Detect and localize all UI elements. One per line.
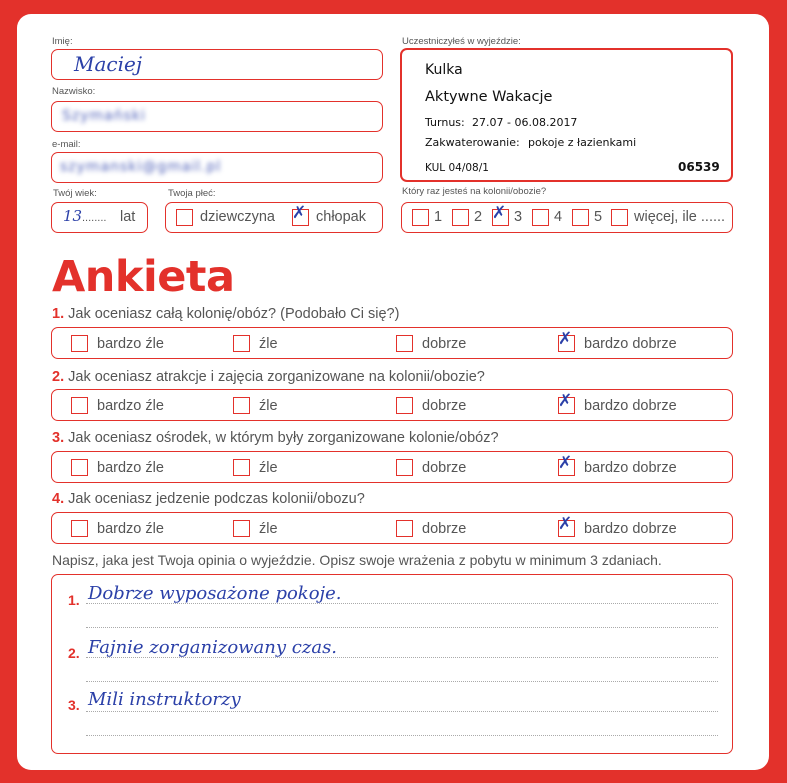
option-label: źle — [259, 336, 278, 352]
option-label: bardzo dobrze — [584, 398, 677, 414]
answer-3-text: Mili instruktorzy — [88, 689, 241, 710]
name-field[interactable] — [51, 49, 383, 80]
option-label: bardzo dobrze — [584, 521, 677, 537]
times-option-5-checkbox[interactable] — [572, 209, 589, 226]
writing-line — [86, 627, 718, 628]
q3-good-checkbox[interactable] — [396, 459, 413, 476]
question-number: 1. — [52, 306, 65, 322]
surname-value: Szymański — [62, 108, 146, 124]
question-2-text — [52, 369, 485, 385]
answer-2-text: Fajnie zorganizowany czas. — [88, 637, 338, 658]
email-value: szymanski@gmail.pl — [60, 159, 222, 175]
times-option-5-label: 5 — [594, 209, 603, 225]
option-label: dobrze — [422, 398, 467, 414]
option-label: bardzo źle — [97, 460, 164, 476]
trip-info-box — [400, 48, 733, 182]
name-label: Imię: — [52, 36, 73, 47]
question-number: 2. — [52, 369, 65, 385]
trip-brand: Kulka — [425, 62, 463, 78]
surname-field[interactable] — [51, 101, 383, 132]
check-mark-icon: ✗ — [558, 329, 573, 349]
times-option-1-checkbox[interactable] — [412, 209, 429, 226]
question-3-options — [51, 451, 733, 483]
q4-bad-checkbox[interactable] — [233, 520, 250, 537]
trip-name: Aktywne Wakacje — [425, 89, 553, 105]
check-mark-icon: ✗ — [558, 391, 573, 411]
writing-line — [86, 711, 718, 712]
times-option-3-checkbox[interactable] — [492, 203, 509, 226]
times-option-4-checkbox[interactable] — [532, 209, 549, 226]
question-1-text — [52, 306, 399, 322]
times-more-checkbox[interactable] — [611, 209, 628, 226]
turnus-label: Turnus: — [425, 116, 465, 129]
question-2-options — [51, 389, 733, 421]
question-label: Jak oceniasz jedzenie podczas kolonii/obozu? — [68, 491, 365, 507]
question-3-text — [52, 430, 499, 446]
opinion-prompt: Napisz, jaka jest Twoja opinia o wyjeździe. Opisz swoje wrażenia z pobytu w minimum 3 zdaniach. — [52, 552, 662, 568]
survey-title: Ankieta — [52, 252, 235, 302]
answer-number: 2. — [68, 645, 80, 661]
name-value: Maciej — [74, 52, 143, 76]
check-mark-icon: ✗ — [558, 453, 573, 473]
answer-number: 1. — [68, 592, 80, 608]
q4-very-good-checkbox[interactable] — [558, 514, 575, 537]
answer-number: 3. — [68, 697, 80, 713]
sex-field — [165, 202, 383, 233]
trip-label: Uczestniczyłeś w wyjeździe: — [402, 36, 521, 47]
option-label: bardzo dobrze — [584, 336, 677, 352]
email-label: e-mail: — [52, 139, 81, 150]
sex-label: Twoja płeć: — [168, 188, 216, 199]
option-label: dobrze — [422, 521, 467, 537]
times-more-label: więcej, ile ...... — [634, 209, 726, 225]
q2-very-bad-checkbox[interactable] — [71, 397, 88, 414]
question-label: Jak oceniasz całą kolonię/obóz? (Podobało Ci się?) — [68, 306, 400, 322]
age-value: 13 — [63, 207, 83, 225]
turnus-value: 27.07 - 06.08.2017 — [472, 116, 578, 129]
age-unit: lat — [120, 209, 136, 225]
times-field — [401, 202, 733, 233]
writing-line — [86, 735, 718, 736]
question-4-text — [52, 491, 365, 507]
q3-very-bad-checkbox[interactable] — [71, 459, 88, 476]
trip-number: 06539 — [678, 160, 720, 174]
age-dots: ........ — [82, 212, 107, 224]
age-field[interactable] — [51, 202, 148, 233]
q3-very-good-checkbox[interactable] — [558, 453, 575, 476]
question-1-options — [51, 327, 733, 359]
sex-male-checkbox[interactable] — [292, 203, 309, 226]
option-label: dobrze — [422, 336, 467, 352]
question-4-options — [51, 512, 733, 544]
q2-good-checkbox[interactable] — [396, 397, 413, 414]
q3-bad-checkbox[interactable] — [233, 459, 250, 476]
sex-female-checkbox[interactable] — [176, 209, 193, 226]
option-label: bardzo źle — [97, 521, 164, 537]
option-label: bardzo źle — [97, 398, 164, 414]
times-option-1-label: 1 — [434, 209, 443, 225]
option-label: źle — [259, 398, 278, 414]
check-mark-icon: ✗ — [492, 203, 507, 223]
writing-line — [86, 681, 718, 682]
times-label: Który raz jesteś na kolonii/obozie? — [402, 186, 547, 197]
option-label: źle — [259, 521, 278, 537]
option-label: źle — [259, 460, 278, 476]
q2-very-good-checkbox[interactable] — [558, 391, 575, 414]
age-label: Twój wiek: — [53, 188, 97, 199]
option-label: bardzo źle — [97, 336, 164, 352]
q4-very-bad-checkbox[interactable] — [71, 520, 88, 537]
accom-value: pokoje z łazienkami — [528, 136, 637, 149]
accom-label: Zakwaterowanie: — [425, 136, 520, 149]
option-label: bardzo dobrze — [584, 460, 677, 476]
question-number: 4. — [52, 491, 65, 507]
trip-code: KUL 04/08/1 — [425, 162, 489, 174]
times-option-4-label: 4 — [554, 209, 563, 225]
times-option-2-checkbox[interactable] — [452, 209, 469, 226]
question-label: Jak oceniasz ośrodek, w którym były zorganizowane kolonie/obóz? — [68, 430, 499, 446]
q1-good-checkbox[interactable] — [396, 335, 413, 352]
email-field[interactable] — [51, 152, 383, 183]
q2-bad-checkbox[interactable] — [233, 397, 250, 414]
q1-bad-checkbox[interactable] — [233, 335, 250, 352]
option-label: dobrze — [422, 460, 467, 476]
answer-1-text: Dobrze wyposażone pokoje. — [88, 583, 342, 604]
surname-label: Nazwisko: — [52, 86, 96, 97]
q1-very-bad-checkbox[interactable] — [71, 335, 88, 352]
sex-female-label: dziewczyna — [200, 209, 275, 225]
times-option-3-label: 3 — [514, 209, 523, 225]
question-number: 3. — [52, 430, 65, 446]
times-option-2-label: 2 — [474, 209, 483, 225]
q1-very-good-checkbox[interactable] — [558, 329, 575, 352]
check-mark-icon: ✗ — [292, 203, 307, 223]
sex-male-label: chłopak — [316, 209, 366, 225]
check-mark-icon: ✗ — [558, 514, 573, 534]
question-label: Jak oceniasz atrakcje i zajęcia zorganizowane na kolonii/obozie? — [68, 369, 485, 385]
q4-good-checkbox[interactable] — [396, 520, 413, 537]
